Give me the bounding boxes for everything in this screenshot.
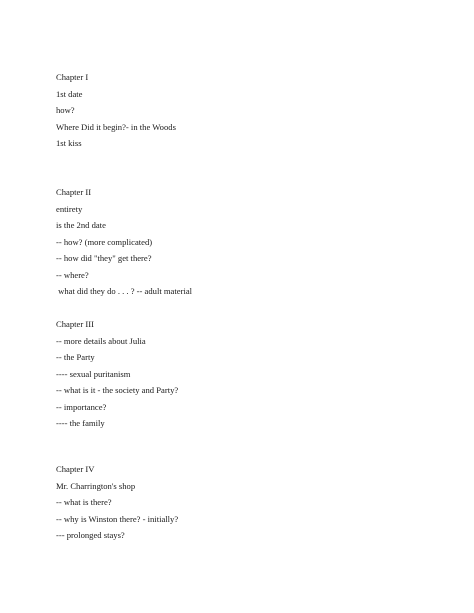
outline-line: Where Did it begin?- in the Woods — [56, 121, 176, 132]
outline-line: -- where? — [56, 269, 89, 280]
outline-line: is the 2nd date — [56, 220, 106, 230]
chapter-heading: Chapter II — [56, 187, 92, 197]
outline-line: how? — [56, 105, 75, 115]
outline-line: --- prolonged stays? — [56, 530, 125, 540]
outline-line: ---- the family — [56, 418, 105, 428]
chapter-heading: Chapter III — [56, 319, 94, 329]
outline-line: -- more details about Julia — [56, 335, 146, 346]
outline-line: -- the Party — [56, 352, 95, 362]
outline-line: -- importance? — [56, 401, 107, 412]
chapter-2-section — [56, 184, 436, 300]
chapter-3-section — [56, 316, 436, 432]
outline-line: -- how did "they" get there? — [56, 253, 152, 263]
chapter-4-section — [56, 461, 436, 544]
outline-line: -- how? (more complicated) — [56, 236, 153, 247]
chapter-1-section — [56, 69, 436, 152]
outline-line: what did they do . . . ? -- adult material — [56, 286, 193, 296]
outline-line: ---- sexual puritanism — [56, 368, 131, 379]
outline-line: -- what is it - the society and Party? — [56, 385, 179, 395]
outline-line: entirety — [56, 203, 83, 214]
chapter-heading: Chapter IV — [56, 464, 95, 474]
outline-line: -- why is Winston there? - initially? — [56, 513, 179, 524]
outline-line: 1st date — [56, 88, 83, 99]
outline-line: -- what is there? — [56, 497, 112, 507]
outline-line: 1st kiss — [56, 138, 82, 148]
outline-line: Mr. Charrington's shop — [56, 480, 136, 491]
chapter-heading: Chapter I — [56, 72, 89, 82]
